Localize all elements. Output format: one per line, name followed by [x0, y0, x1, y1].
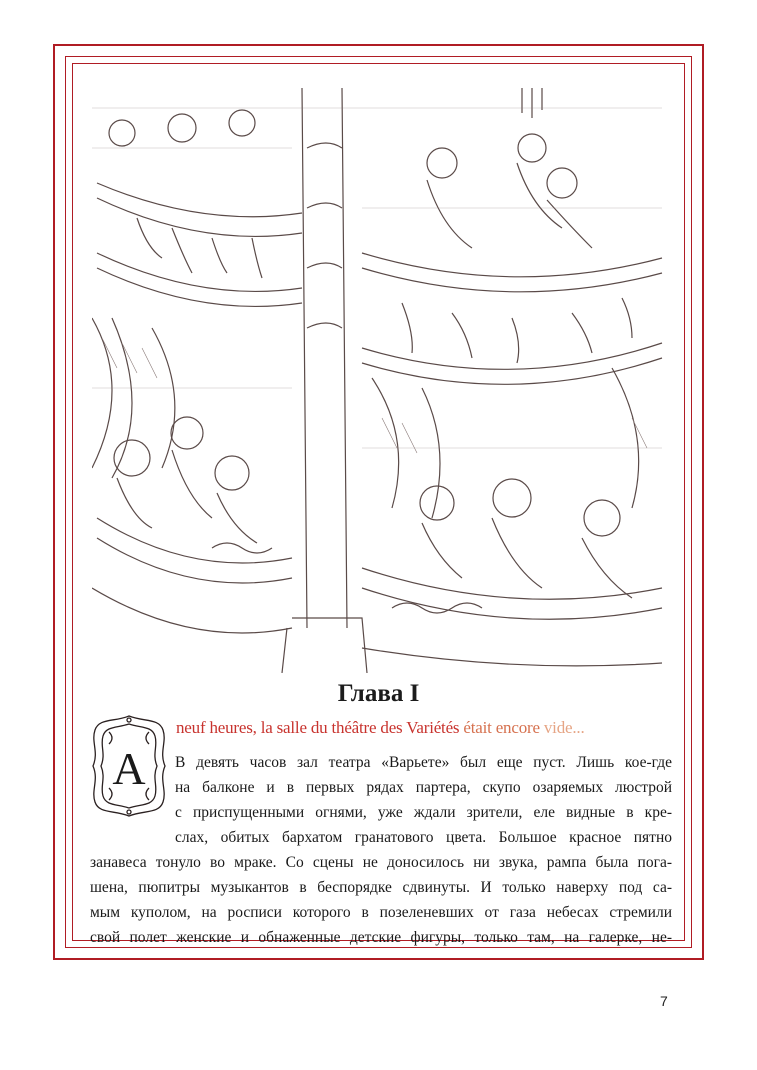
body-line: с приспущенными огнями, уже ждали зрители, еле видные в кре- [175, 804, 672, 821]
theatre-illustration [92, 88, 664, 673]
body-line: слах, обитых бархатом гранатового цвета. Большое красное пятно [175, 829, 672, 846]
chapter-title: Глава I [337, 680, 420, 707]
body-line: свой полет женские и обнаженные детские фигуры, только там, на галерке, не- [90, 929, 672, 946]
theatre-etching-image [92, 88, 664, 673]
french-subtitle [176, 718, 676, 738]
page-number: 7 [660, 993, 668, 1009]
body-line: шена, пюпитры музыкантов в беспорядке сдвинуты. И только наверху под са- [90, 879, 672, 896]
subtitle-part-2: était encore [463, 718, 544, 737]
body-line: В девять часов зал театра «Варьете» был еще пуст. Лишь кое-где [175, 754, 672, 771]
body-line: на балконе и в первых рядах партера, скупо озаряемых люстрой [175, 779, 672, 796]
body-line: занавеса тонуло во мраке. Со сцены не доносилось ни звука, рампа была пога- [90, 854, 672, 871]
subtitle-part-3: vide... [543, 718, 585, 737]
body-line: мым куполом, на росписи которого в позеленевших от газа небесах стремили [90, 904, 672, 921]
body-text [90, 750, 672, 950]
subtitle-part-1: neuf heures, la salle du théâtre des Variétés [176, 718, 464, 737]
drop-cap-letter: А [112, 743, 146, 794]
